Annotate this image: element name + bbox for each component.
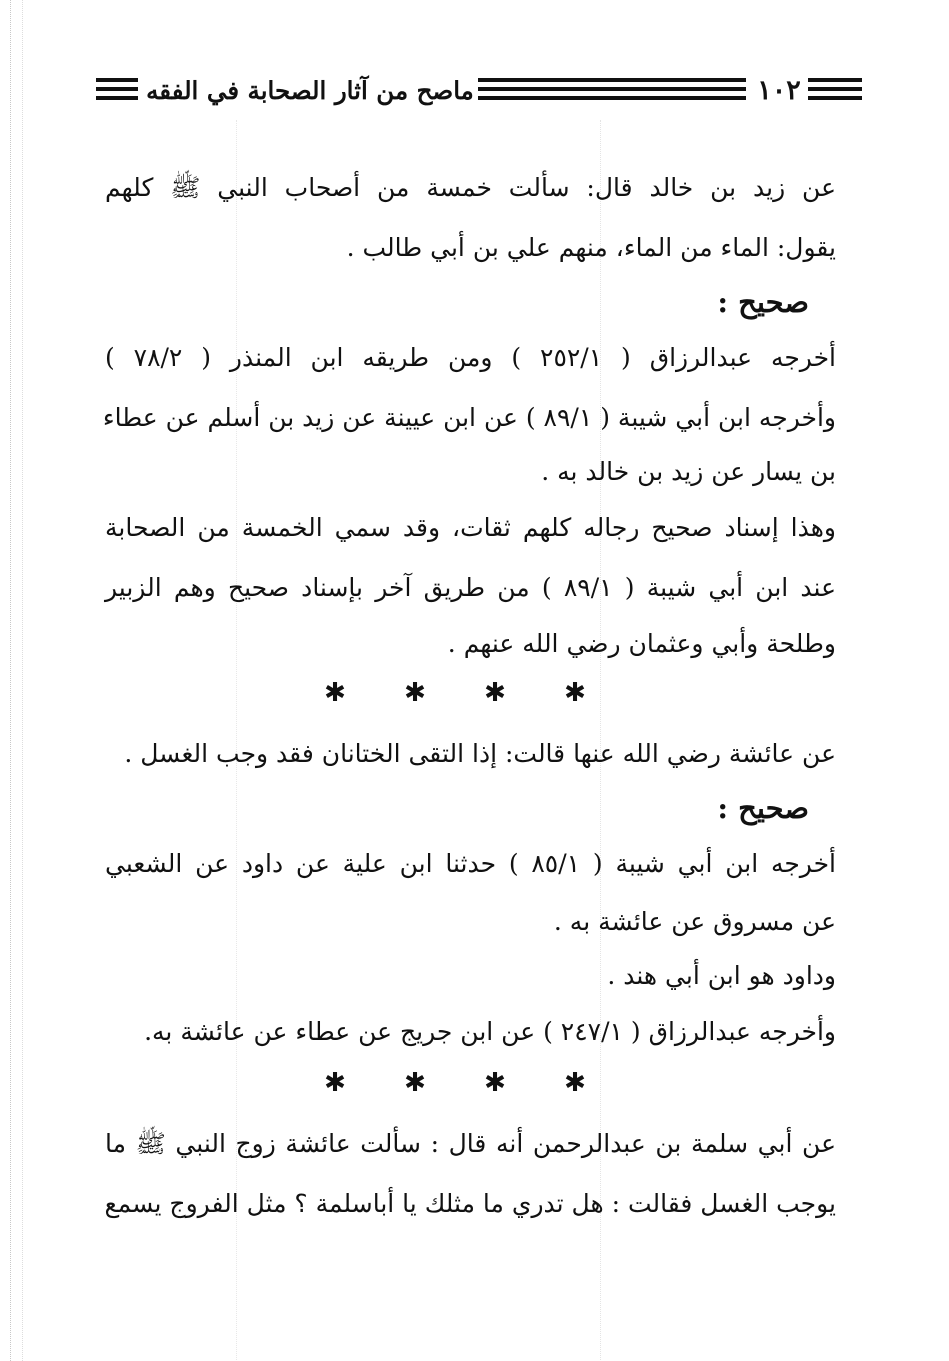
text-line: عن عائشة رضي الله عنها قالت: إذا التقى الختانان فقد وجب الغسل . bbox=[124, 739, 836, 768]
section-separator bbox=[320, 1068, 590, 1098]
text-line: وأخرجه ابن أبي شيبة ( ٨٩/١ ) عن ابن عيينة عن زيد بن أسلم عن عطاء bbox=[102, 403, 836, 432]
text-line: عن زيد بن خالد قال: سألت خمسة من أصحاب النبي ﷺ كلهم bbox=[105, 173, 836, 202]
text-line: بن يسار عن زيد بن خالد به . bbox=[541, 457, 836, 486]
star-ornament-icon: ✱ bbox=[564, 1068, 586, 1098]
text-line: وأخرجه عبدالرزاق ( ٢٤٧/١ ) عن ابن جريج عن عطاء عن عائشة به. bbox=[144, 1017, 836, 1046]
star-ornament-icon: ✱ bbox=[324, 1068, 346, 1098]
star-ornament-icon: ✱ bbox=[564, 678, 586, 708]
star-ornament-icon: ✱ bbox=[484, 1068, 506, 1098]
scan-artifact-line bbox=[10, 0, 11, 1361]
text-line: أخرجه ابن أبي شيبة ( ٨٥/١ ) حدثنا ابن علية عن داود عن الشعبي bbox=[105, 849, 836, 878]
header-rule-middle bbox=[478, 78, 746, 106]
book-title: ماصح من آثار الصحابة في الفقه bbox=[146, 76, 474, 105]
text-line: عن أبي سلمة بن عبدالرحمن أنه قال : سألت عائشة زوج النبي ﷺ ما bbox=[105, 1129, 836, 1158]
star-ornament-icon: ✱ bbox=[404, 678, 426, 708]
section-separator bbox=[320, 678, 590, 708]
text-line: أخرجه عبدالرزاق ( ٢٥٢/١ ) ومن طريقه ابن المنذر ( ٧٨/٢ ) bbox=[105, 343, 836, 372]
text-line: يقول: الماء من الماء، منهم علي بن أبي طالب . bbox=[346, 233, 836, 262]
header-rule-right bbox=[808, 78, 862, 106]
text-line: عند ابن أبي شيبة ( ٨٩/١ ) من طريق آخر بإسناد صحيح وهم الزبير bbox=[105, 573, 837, 602]
text-line: وهذا إسناد صحيح رجاله كلهم ثقات، وقد سمي الخمسة من الصحابة bbox=[105, 513, 836, 542]
text-line: يوجب الغسل فقالت : هل تدري ما مثلك يا أباسلمة ؟ مثل الفروج يسمع bbox=[104, 1189, 836, 1218]
text-line: وداود هو ابن أبي هند . bbox=[607, 961, 836, 990]
star-ornament-icon: ✱ bbox=[484, 678, 506, 708]
star-ornament-icon: ✱ bbox=[324, 678, 346, 708]
text-line: عن مسروق عن عائشة به . bbox=[553, 907, 836, 936]
scan-artifact-line bbox=[22, 0, 23, 1361]
page-header bbox=[96, 72, 862, 112]
grading-heading: صحيح : bbox=[717, 285, 809, 319]
page-number: ١٠٢ bbox=[757, 75, 801, 106]
grading-heading: صحيح : bbox=[717, 791, 809, 825]
header-rule-left bbox=[96, 78, 138, 106]
star-ornament-icon: ✱ bbox=[404, 1068, 426, 1098]
text-line: وطلحة وأبي وعثمان رضي الله عنهم . bbox=[447, 629, 836, 658]
